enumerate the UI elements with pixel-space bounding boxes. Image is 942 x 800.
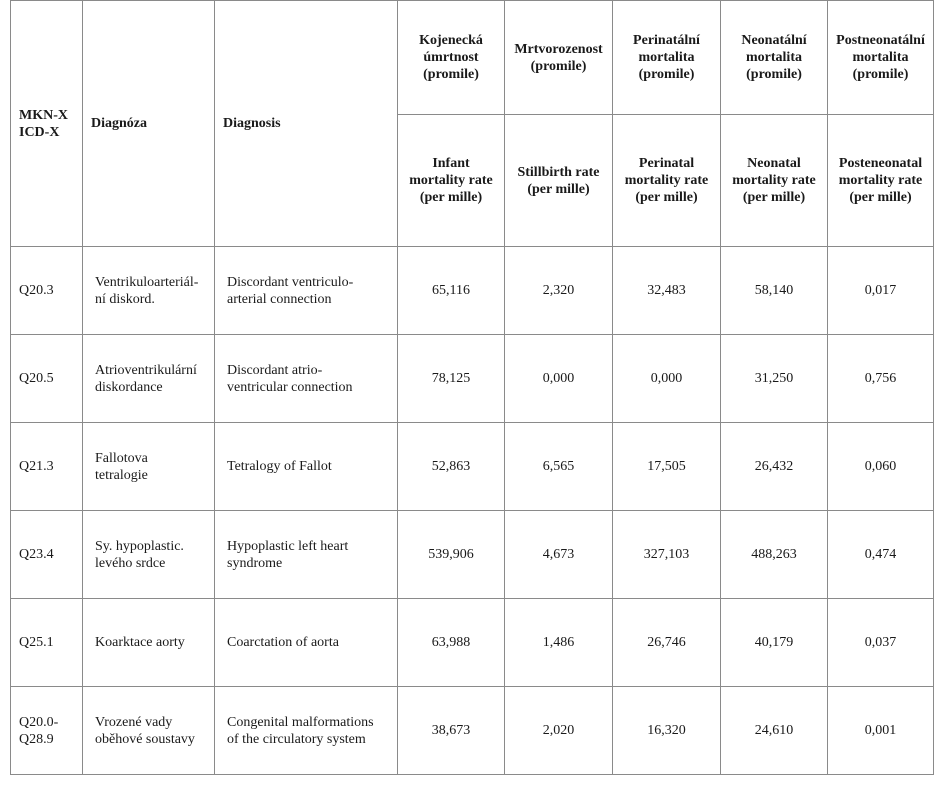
header-en-postneonatal <box>828 115 934 247</box>
cell-infant-mortality: 38,673 <box>398 687 505 775</box>
code-line: Q21.3 <box>19 459 54 474</box>
table-row <box>11 423 934 511</box>
cell-stillbirth-rate: 4,673 <box>505 511 613 599</box>
cell-perinatal-mortality: 0,000 <box>613 335 721 423</box>
diagnosis-line: Hypoplastic left heart <box>227 538 349 554</box>
cell-perinatal-mortality: 17,505 <box>613 423 721 511</box>
cell-diagnoza <box>83 599 215 687</box>
code-line: Q28.9 <box>19 731 54 747</box>
table-header <box>11 1 934 247</box>
cell-diagnosis <box>215 687 398 775</box>
header-code-line2: ICD-X <box>19 124 60 140</box>
cell-neonatal-mortality: 58,140 <box>721 247 828 335</box>
cell-stillbirth-rate: 6,565 <box>505 423 613 511</box>
header-cz-infant <box>398 1 505 115</box>
cell-perinatal-mortality: 16,320 <box>613 687 721 775</box>
cell-diagnosis <box>215 247 398 335</box>
cell-diagnosis <box>215 423 398 511</box>
cell-diagnoza <box>83 511 215 599</box>
header-cz-postneonatal-line: mortalita <box>852 50 909 65</box>
cell-stillbirth-rate: 2,020 <box>505 687 613 775</box>
cell-diagnoza <box>83 247 215 335</box>
header-en-postneonatal-line: Posteneonatal <box>838 156 923 171</box>
cell-code <box>11 335 83 423</box>
header-cz-infant-line: úmrtnost <box>423 50 479 65</box>
diagnoza-line: Vrozené vady <box>95 714 173 730</box>
diagnoza-line: levého srdce <box>95 555 166 571</box>
header-en-perinatal-line: Perinatal <box>638 156 695 171</box>
table-body <box>11 247 934 775</box>
cell-infant-mortality: 78,125 <box>398 335 505 423</box>
cell-code <box>11 599 83 687</box>
cell-diagnosis <box>215 511 398 599</box>
cell-code <box>11 247 83 335</box>
diagnoza-line: tetralogie <box>95 467 148 483</box>
cell-infant-mortality: 63,988 <box>398 599 505 687</box>
header-row-cz <box>11 1 934 115</box>
header-en-neonatal-line: (per mille) <box>742 190 806 205</box>
header-cz-postneonatal-line: Postneonatální <box>836 33 925 48</box>
code-line: Q23.4 <box>19 547 54 562</box>
header-diagnosis: Diagnosis <box>215 1 398 247</box>
table-row <box>11 687 934 775</box>
header-en-neonatal <box>721 115 828 247</box>
cell-code <box>11 511 83 599</box>
cell-code <box>11 687 83 775</box>
diagnoza-line: Sy. hypoplastic. <box>95 538 184 554</box>
header-cz-perinatal-line: mortalita <box>638 50 695 65</box>
diagnosis-line: arterial connection <box>227 291 332 307</box>
table-container <box>10 0 934 775</box>
cell-perinatal-mortality: 32,483 <box>613 247 721 335</box>
cell-postneonatal-mortality: 0,017 <box>828 247 934 335</box>
cell-diagnosis <box>215 335 398 423</box>
cell-stillbirth-rate: 2,320 <box>505 247 613 335</box>
header-cz-stillbirth-line: (promile) <box>530 58 587 74</box>
diagnosis-line: Coarctation of aorta <box>227 635 339 650</box>
diagnoza-line: oběhové soustavy <box>95 731 195 747</box>
cell-diagnosis <box>215 599 398 687</box>
header-code <box>11 1 83 247</box>
cell-neonatal-mortality: 24,610 <box>721 687 828 775</box>
header-cz-perinatal-line: Perinatální <box>633 33 700 48</box>
code-line: Q20.3 <box>19 283 54 298</box>
code-line: Q20.0- <box>19 714 59 730</box>
header-en-infant-line: Infant <box>432 156 470 171</box>
cell-infant-mortality: 65,116 <box>398 247 505 335</box>
cell-neonatal-mortality: 31,250 <box>721 335 828 423</box>
header-en-postneonatal-line: (per mille) <box>849 190 912 205</box>
header-en-perinatal-line: mortality rate <box>624 173 709 188</box>
diagnoza-line: ní diskord. <box>95 291 155 307</box>
header-en-infant-line: mortality rate <box>409 173 493 188</box>
cell-postneonatal-mortality: 0,756 <box>828 335 934 423</box>
cell-perinatal-mortality: 26,746 <box>613 599 721 687</box>
table-row <box>11 247 934 335</box>
header-cz-infant-line: Kojenecká <box>419 33 483 48</box>
diagnosis-line: of the circulatory system <box>227 731 366 747</box>
table-row <box>11 335 934 423</box>
header-en-infant <box>398 115 505 247</box>
code-line: Q20.5 <box>19 371 54 386</box>
header-en-neonatal-line: mortality rate <box>732 173 816 188</box>
diagnosis-line: Discordant atrio- <box>227 362 323 378</box>
cell-neonatal-mortality: 26,432 <box>721 423 828 511</box>
header-code-line1: MKN-X <box>19 107 68 123</box>
header-cz-neonatal-line: mortalita <box>746 50 802 65</box>
header-en-stillbirth <box>505 115 613 247</box>
header-cz-stillbirth-line: Mrtvorozenost <box>514 41 603 57</box>
cell-diagnoza <box>83 423 215 511</box>
header-cz-infant-line: (promile) <box>423 67 479 82</box>
diagnosis-line: Discordant ventriculo- <box>227 274 354 290</box>
header-cz-postneonatal-line: (promile) <box>852 67 909 82</box>
cell-postneonatal-mortality: 0,060 <box>828 423 934 511</box>
header-cz-postneonatal <box>828 1 934 115</box>
diagnoza-line: diskordance <box>95 379 163 395</box>
cell-stillbirth-rate: 1,486 <box>505 599 613 687</box>
cell-postneonatal-mortality: 0,474 <box>828 511 934 599</box>
cell-code <box>11 423 83 511</box>
diagnoza-line: Koarktace aorty <box>95 635 185 650</box>
cell-neonatal-mortality: 40,179 <box>721 599 828 687</box>
diagnosis-line: Congenital malformations <box>227 714 374 730</box>
diagnoza-line: Fallotova <box>95 450 148 466</box>
header-cz-neonatal-line: Neonatální <box>741 33 807 48</box>
header-cz-stillbirth <box>505 1 613 115</box>
table-row <box>11 511 934 599</box>
diagnoza-line: Ventrikuloarteriál- <box>95 274 199 290</box>
code-line: Q25.1 <box>19 635 54 650</box>
diagnosis-line: syndrome <box>227 555 283 571</box>
cell-diagnoza <box>83 335 215 423</box>
cell-stillbirth-rate: 0,000 <box>505 335 613 423</box>
header-en-perinatal <box>613 115 721 247</box>
cell-infant-mortality: 52,863 <box>398 423 505 511</box>
cell-postneonatal-mortality: 0,037 <box>828 599 934 687</box>
header-en-perinatal-line: (per mille) <box>635 190 698 205</box>
mortality-table <box>10 0 934 775</box>
diagnosis-line: Tetralogy of Fallot <box>227 459 332 474</box>
cell-neonatal-mortality: 488,263 <box>721 511 828 599</box>
header-en-stillbirth-line: Stillbirth rate <box>517 164 600 180</box>
header-diagnoza: Diagnóza <box>83 1 215 247</box>
header-en-stillbirth-line: (per mille) <box>527 181 590 197</box>
diagnoza-line: Atrioventrikulární <box>95 362 197 378</box>
header-en-postneonatal-line: mortality rate <box>838 173 923 188</box>
header-cz-perinatal-line: (promile) <box>638 67 695 82</box>
header-cz-neonatal-line: (promile) <box>746 67 802 82</box>
cell-infant-mortality: 539,906 <box>398 511 505 599</box>
cell-diagnoza <box>83 687 215 775</box>
cell-postneonatal-mortality: 0,001 <box>828 687 934 775</box>
table-row <box>11 599 934 687</box>
diagnosis-line: ventricular connection <box>227 379 353 395</box>
cell-perinatal-mortality: 327,103 <box>613 511 721 599</box>
header-en-neonatal-line: Neonatal <box>747 156 801 171</box>
header-en-infant-line: (per mille) <box>419 190 483 205</box>
header-cz-perinatal <box>613 1 721 115</box>
header-cz-neonatal <box>721 1 828 115</box>
